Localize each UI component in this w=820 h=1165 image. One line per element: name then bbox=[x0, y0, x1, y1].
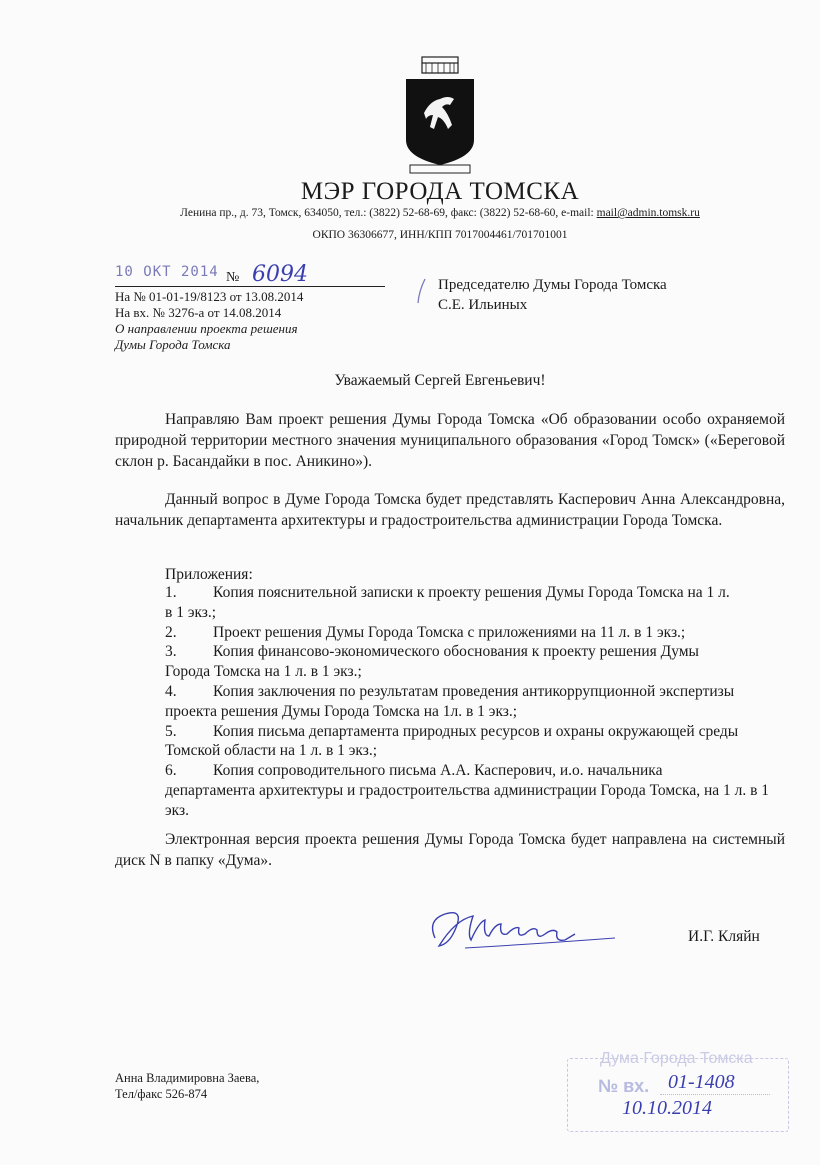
tomsk-coat-of-arms-icon bbox=[400, 55, 480, 180]
addressee-position: Председателю Думы Города Томска bbox=[438, 277, 667, 293]
attachment-item bbox=[165, 761, 785, 820]
signer-name: И.Г. Кляйн bbox=[688, 928, 760, 945]
subject-line-1: О направлении проекта решения bbox=[115, 321, 298, 336]
attachment-continuation: департамента архитектуры и градостроительства администрации Города Томска, на 1 л. в 1 экз. bbox=[165, 781, 770, 819]
addressee-name: С.Е. Ильиных bbox=[438, 297, 528, 313]
letterhead-title: МЭР ГОРОДА ТОМСКА bbox=[300, 178, 580, 205]
attachment-continuation: Томской области на 1 л. в 1 экз.; bbox=[165, 742, 378, 760]
outgoing-number: 6094 bbox=[252, 262, 308, 287]
handwritten-signature bbox=[425, 900, 625, 960]
attachment-text: Копия пояснительной записки к проекту решения Думы Города Томска на 1 л. bbox=[213, 584, 730, 601]
attachments-list bbox=[165, 583, 785, 821]
executor-phone: Тел/факс 526-874 bbox=[115, 1087, 208, 1101]
attachment-text: Проект решения Думы Города Томска с приложениями на 11 л. в 1 экз.; bbox=[213, 623, 686, 641]
attachment-number: 5. bbox=[165, 722, 177, 740]
attachments-title: Приложения: bbox=[165, 566, 253, 583]
letterhead-address bbox=[0, 207, 820, 219]
reference-vx: На вх. № 3276-а от 14.08.2014 bbox=[115, 305, 282, 320]
subject-line-2: Думы Города Томска bbox=[115, 337, 231, 352]
incoming-stamp-number: 01-1408 bbox=[668, 1071, 735, 1093]
attachment-item bbox=[165, 682, 785, 722]
attachment-item bbox=[165, 722, 785, 762]
attachment-continuation: в 1 экз.; bbox=[165, 603, 217, 621]
paragraph-1: Направляю Вам проект решения Думы Города Томска «Об образовании особо охраняемой природной территории местного значения муниципального образования «Город Томск» («Береговой склон р. Басандайки в пос. Аникино»). bbox=[115, 411, 785, 470]
attachment-item bbox=[165, 583, 785, 623]
attachment-continuation: Города Томска на 1 л. в 1 экз.; bbox=[165, 663, 362, 681]
incoming-stamp-underline bbox=[660, 1094, 770, 1095]
attachment-number: 4. bbox=[165, 682, 177, 700]
address-text: Ленина пр., д. 73, Томск, 634050, тел.: (3822) 52-68-69, факс: (3822) 52-68-60, e-mail: bbox=[180, 207, 597, 219]
email-link[interactable]: mail@admin.tomsk.ru bbox=[596, 207, 700, 219]
attachment-text: Копия финансово-экономического обоснования к проекту решения Думы bbox=[213, 643, 699, 661]
attachment-text: Копия письма департамента природных ресурсов и охраны окружающей среды bbox=[213, 722, 739, 740]
letterhead-okpo: ОКПО 36306677, ИНН/КПП 7017004461/701701001 bbox=[312, 229, 568, 241]
attachment-number: 1. bbox=[165, 584, 177, 601]
number-sign: № bbox=[226, 270, 240, 285]
attachment-number: 3. bbox=[165, 643, 177, 661]
executor-name: Анна Владимировна Заева, bbox=[115, 1071, 260, 1085]
attachment-text: Копия сопроводительного письма А.А. Касперович, и.о. начальника bbox=[213, 762, 663, 780]
attachment-item bbox=[165, 623, 785, 643]
attachment-item bbox=[165, 642, 785, 682]
attachment-continuation: проекта решения Думы Города Томска на 1л. в 1 экз.; bbox=[165, 702, 518, 720]
attachment-number: 6. bbox=[165, 762, 177, 780]
paragraph-3: Электронная версия проекта решения Думы Города Томска будет направлена на системный диск N в папку «Дума». bbox=[115, 831, 785, 869]
check-mark-icon bbox=[415, 277, 429, 305]
attachment-number: 2. bbox=[165, 623, 177, 641]
paragraph-2: Данный вопрос в Думе Города Томска будет представлять Касперович Анна Александровна, начальник департамента архитектуры и градостроительства администрации Города Томска. bbox=[115, 491, 785, 529]
greeting: Уважаемый Сергей Евгеньевич! bbox=[334, 372, 546, 389]
incoming-stamp-label: № вх. bbox=[598, 1076, 650, 1096]
number-underline bbox=[115, 286, 385, 287]
incoming-stamp-date: 10.10.2014 bbox=[622, 1097, 712, 1119]
attachment-text: Копия заключения по результатам проведения антикоррупционной экспертизы bbox=[213, 682, 735, 700]
reference-incoming: На № 01-01-19/8123 от 13.08.2014 bbox=[115, 289, 304, 304]
date-stamp: 10 ОКТ 2014 bbox=[115, 264, 219, 280]
incoming-stamp-org: Дума Города Томска bbox=[600, 1050, 753, 1067]
